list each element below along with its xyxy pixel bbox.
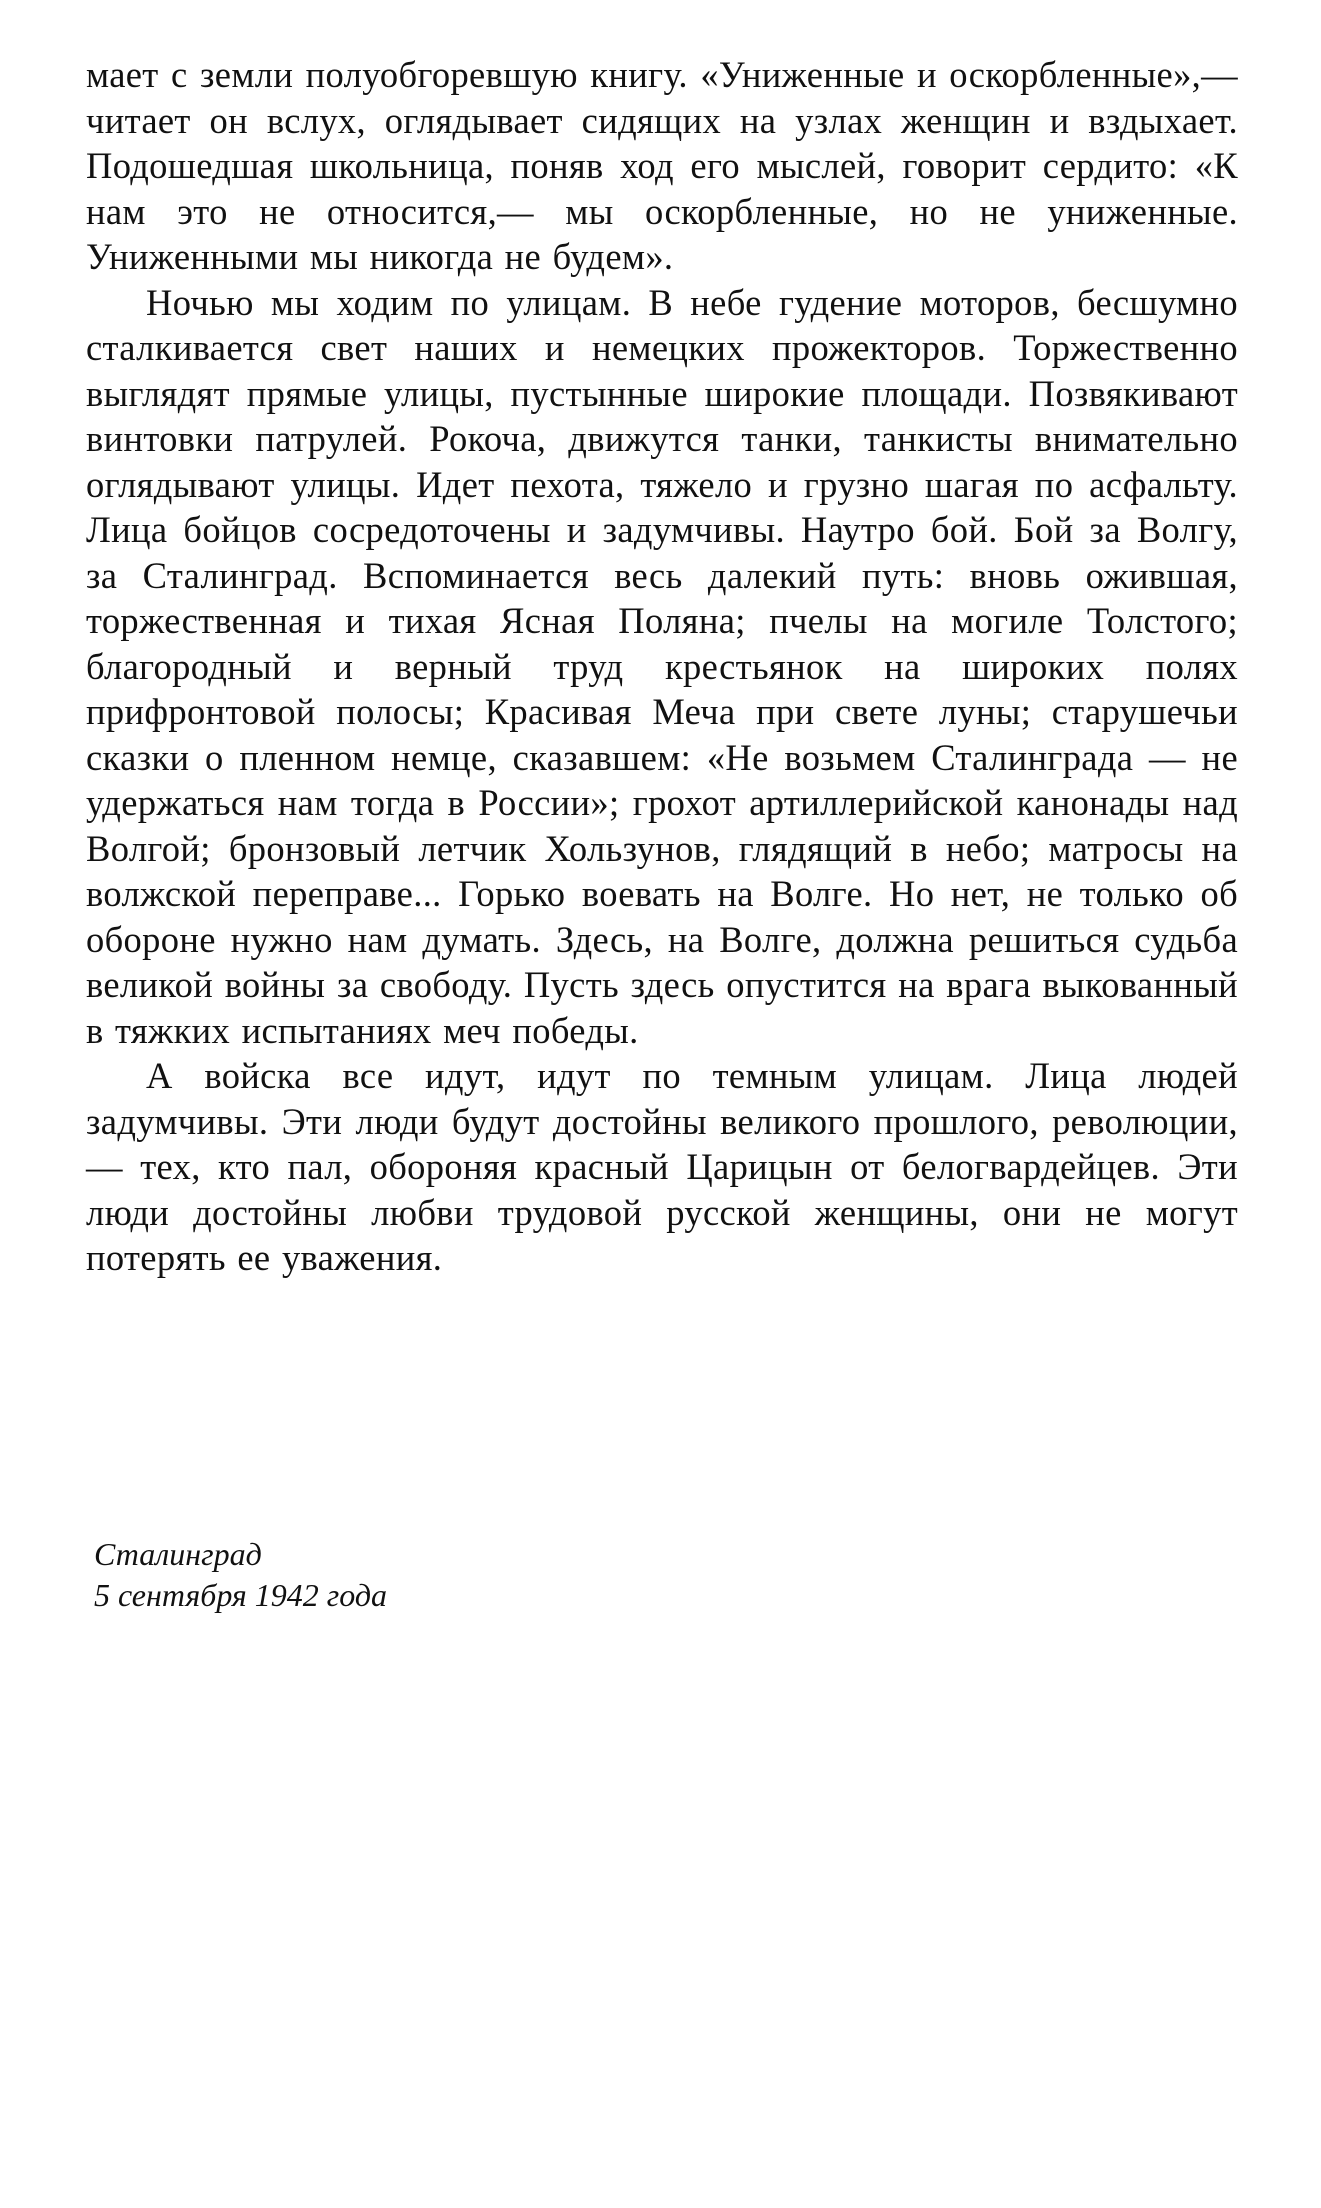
signature-block	[94, 1534, 387, 1616]
paragraph-1: мает с земли полуобгоревшую книгу. «Униженные и оскорбленные»,— читает он вслух, оглядывает сидящих на узлах женщин и вздыхает. Подошедшая школьница, поняв ход его мыслей, говорит сердито: «К нам это не относится,— мы оскорбленные, но не униженные. Униженными мы никогда не будем».	[86, 54, 1238, 277]
signature-place: Сталинград	[94, 1536, 262, 1572]
paragraph-3: А войска все идут, идут по темным улицам. Лица людей задумчивы. Эти люди будут достойны великого прошлого, революции,— тех, кто пал, обороняя красный Царицын от белогвардейцев. Эти люди достойны любви трудовой русской женщины, они не могут потерять ее уважения.	[86, 1055, 1238, 1278]
page-body	[86, 52, 1238, 1281]
paragraph-2: Ночью мы ходим по улицам. В небе гудение моторов, бесшумно сталкивается свет наших и немецких прожекторов. Торжественно выглядят прямые улицы, пустынные широкие площади. Позвякивают винтовки патрулей. Рокоча, движутся танки, танкисты внимательно оглядывают улицы. Идет пехота, тяжело и грузно шагая по асфальту. Лица бойцов сосредоточены и задумчивы. Наутро бой. Бой за Волгу, за Сталинград. Вспоминается весь далекий путь: вновь ожившая, торжественная и тихая Ясная Поляна; пчелы на могиле Толстого; благородный и верный труд крестьянок на широких полях прифронтовой полосы; Красивая Меча при свете луны; старушечьи сказки о пленном немце, сказавшем: «Не возьмем Сталинграда — не удержаться нам тогда в России»; грохот артиллерийской канонады над Волгой; бронзовый летчик Хользунов, глядящий в небо; матросы на волжской переправе... Горько воевать на Волге. Но нет, не только об обороне нужно нам думать. Здесь, на Волге, должна решиться судьба великой войны за свободу. Пусть здесь опустится на врага выкованный в тяжких испытаниях меч победы.	[86, 281, 1238, 1051]
signature-date: 5 сентября 1942 года	[94, 1577, 388, 1613]
